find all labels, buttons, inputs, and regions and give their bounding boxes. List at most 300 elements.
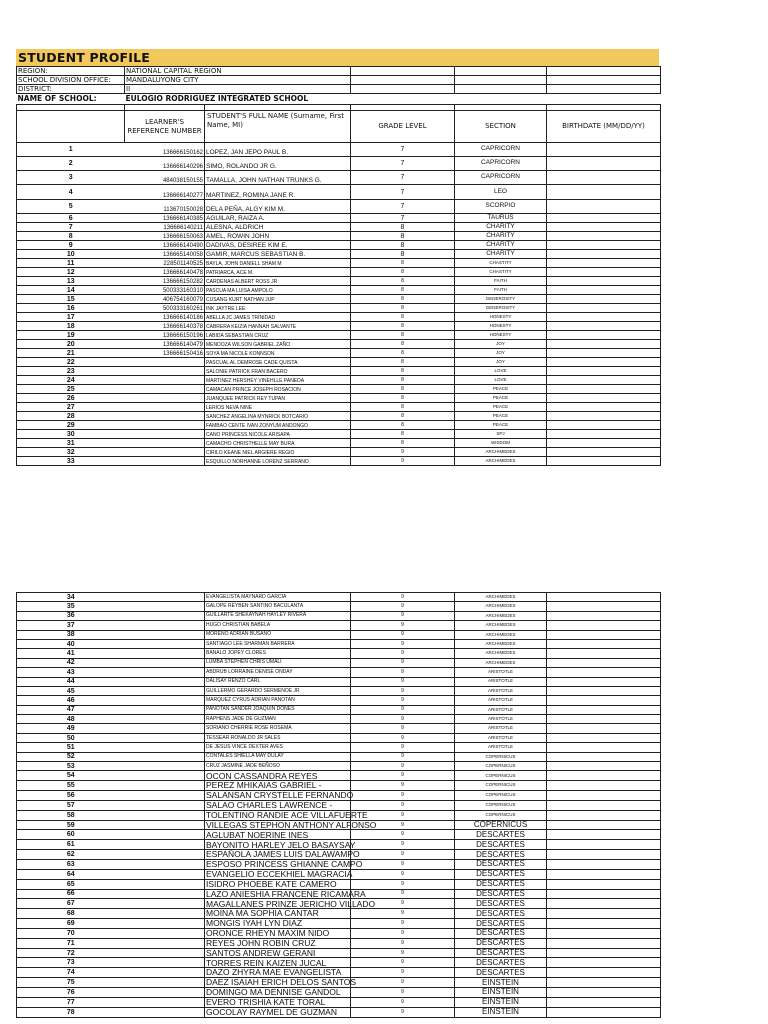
row-birthdate: [547, 143, 661, 157]
table-row: [17, 621, 661, 630]
row-birthdate: [547, 840, 661, 850]
row-section: DESCARTES: [455, 919, 547, 929]
row-section: DESCARTES: [455, 968, 547, 978]
row-number: 30: [17, 430, 125, 439]
table-row: [17, 649, 661, 658]
row-name: HUGO CHRISTIAN BABELA: [205, 621, 351, 630]
row-section: GENEROSITY: [455, 304, 547, 313]
row-number: 43: [17, 668, 125, 677]
row-birthdate: [547, 200, 661, 214]
row-section: SCORPIO: [455, 200, 547, 214]
row-section: CAPRICORN: [455, 143, 547, 157]
table-row: [17, 968, 661, 978]
row-name: JUANQUEE PATRICK REY TUPAN: [205, 394, 351, 403]
row-birthdate: [547, 157, 661, 171]
row-number: 4: [17, 185, 125, 200]
table-row: [17, 791, 661, 801]
table-row: [17, 313, 661, 322]
header-birthdate: BIRTHDATE (MM/DD/YY): [547, 111, 661, 143]
row-grade: 8: [351, 340, 455, 349]
row-name: ISIDRO PHOEBE KATE CAMERO: [205, 879, 351, 889]
row-grade: 8: [351, 277, 455, 286]
row-lrn: 113670150028: [125, 200, 205, 214]
row-birthdate: [547, 403, 661, 412]
table-row: [17, 214, 661, 223]
row-section: ARCHIMEDES: [455, 602, 547, 611]
row-birthdate: [547, 705, 661, 714]
row-name: TORRES REIN KAIZEN JUCAL: [205, 958, 351, 968]
row-grade: 9: [351, 820, 455, 830]
row-lrn: [125, 968, 205, 978]
row-section: COPERNICUS: [455, 781, 547, 791]
row-name: ESPOSO PRINCESS GHIANNE CAMPO: [206, 859, 363, 870]
row-grade: 9: [351, 743, 455, 752]
district-label: DISTRICT:: [17, 85, 125, 94]
table-row: [17, 987, 661, 997]
table-row: [17, 705, 661, 714]
row-birthdate: [547, 850, 661, 860]
row-grade: 7: [351, 143, 455, 157]
row-number: 41: [17, 649, 125, 658]
row-number: 72: [17, 948, 125, 958]
row-birthdate: [547, 611, 661, 620]
row-grade: 9: [351, 639, 455, 648]
row-name: MORENO ADRIAN BUSANO: [205, 630, 351, 639]
row-grade: 7: [351, 157, 455, 171]
row-name: DADIVAS, DESIREE KIM E.: [205, 241, 351, 250]
row-section: ARISTOTLE: [455, 743, 547, 752]
row-birthdate: [547, 791, 661, 801]
row-name: DELA PEÑA, ALGY KIM M.: [205, 200, 351, 214]
row-number: 14: [17, 286, 125, 295]
row-grade: 9: [351, 869, 455, 879]
row-number: 45: [17, 686, 125, 695]
row-name: CARDENAS ALBERT ROSS JR: [205, 277, 351, 286]
row-name: LERIOS NEVA NINE: [205, 403, 351, 412]
row-birthdate: [547, 830, 661, 840]
row-lrn: [125, 457, 205, 466]
row-number: 63: [17, 860, 125, 870]
row-number: 57: [17, 800, 125, 810]
row-birthdate: [547, 358, 661, 367]
row-name: REYES JOHN ROBIN CRUZ: [205, 938, 351, 948]
table-row: [17, 358, 661, 367]
row-birthdate: [547, 367, 661, 376]
row-grade: 9: [351, 611, 455, 620]
table-row: [17, 439, 661, 448]
row-name: CRUZ JASMINE JADE BEÑOSO: [205, 762, 351, 771]
school-label: NAME OF SCHOOL:: [17, 93, 97, 103]
row-lrn: [125, 987, 205, 997]
row-birthdate: [547, 268, 661, 277]
table-row: [17, 403, 661, 412]
row-name: OCON CASSANDRA REYES: [205, 771, 351, 781]
row-grade: 8: [351, 331, 455, 340]
row-grade: 9: [351, 668, 455, 677]
table-row: [17, 593, 661, 602]
row-name: CANO PRINCESS NICOLE ARISAPA: [205, 430, 351, 439]
row-name: BAYONITO HARLEY JELO BASAYSAY: [206, 839, 356, 850]
row-lrn: [125, 593, 205, 602]
table-row: [17, 259, 661, 268]
row-number: 3: [17, 171, 125, 185]
row-birthdate: [547, 385, 661, 394]
row-section: ARISTOTLE: [455, 705, 547, 714]
row-lrn: [125, 649, 205, 658]
row-section: DESCARTES: [455, 928, 547, 938]
row-name: INK JAYTRE LEE: [205, 304, 351, 313]
table-row: [17, 421, 661, 430]
row-name: MARTINEZ HERSHEY VINEHLLE PANEDA: [205, 376, 351, 385]
row-birthdate: [547, 668, 661, 677]
row-section: SPJ: [455, 430, 547, 439]
row-birthdate: [547, 724, 661, 733]
row-name: RAPHENS JADE DE GUZMAN: [205, 715, 351, 724]
row-birthdate: [547, 733, 661, 742]
row-grade: 7: [351, 200, 455, 214]
row-name: GAMIR, MARCUS SEBASTIAN B.: [205, 250, 351, 259]
row-number: 32: [17, 448, 125, 457]
row-number: 27: [17, 403, 125, 412]
title-bar: [16, 49, 659, 66]
row-lrn: [125, 1007, 205, 1017]
header-row: [17, 111, 661, 143]
row-number: 29: [17, 421, 125, 430]
row-birthdate: [547, 899, 661, 909]
row-lrn: 136666140490: [125, 241, 205, 250]
district-row: [17, 85, 661, 94]
table-row: [17, 385, 661, 394]
row-name: MOINA MA SOPHIA CANTAR: [205, 909, 351, 919]
row-name: SORIANO CHERRIE ROSE ROSEMA: [205, 724, 351, 733]
division-value: MANDALUYONG CITY: [125, 76, 351, 85]
row-section: ARISTOTLE: [455, 668, 547, 677]
row-number: 16: [17, 304, 125, 313]
row-number: 73: [17, 958, 125, 968]
row-lrn: [125, 394, 205, 403]
row-lrn: [125, 810, 205, 820]
row-birthdate: [547, 171, 661, 185]
row-name: CAMACAN PRINCE JOSEPH ROSACION: [205, 385, 351, 394]
table-row: [17, 733, 661, 742]
row-name: GALOPE REYBEN SANTINO BACULANTA: [205, 602, 351, 611]
row-name: AGUILAR, RAIZA A.: [205, 214, 351, 223]
row-lrn: [125, 791, 205, 801]
row-name: SANTOS ANDREW GERANI: [205, 948, 351, 958]
row-lrn: [125, 385, 205, 394]
row-lrn: [125, 705, 205, 714]
row-name: VILLEGAS STEPHON ANTHONY ALFONSO: [206, 819, 377, 830]
row-birthdate: [547, 889, 661, 899]
school-value: EULOGIO RODRIGUEZ INTEGRATED SCHOOL: [125, 93, 309, 103]
row-birthdate: [547, 1007, 661, 1017]
row-grade: 8: [351, 241, 455, 250]
table-row: [17, 223, 661, 232]
row-section: ARCHIMEDES: [455, 611, 547, 620]
row-grade: 9: [351, 705, 455, 714]
row-grade: 8: [351, 304, 455, 313]
row-lrn: [125, 696, 205, 705]
row-name: MONGIS IYAH LYN DIAZ: [205, 919, 351, 929]
row-number: 26: [17, 394, 125, 403]
row-birthdate: [547, 820, 661, 830]
row-section: CAPRICORN: [455, 171, 547, 185]
row-section: DESCARTES: [455, 840, 547, 850]
row-birthdate: [547, 286, 661, 295]
row-section: FAITH: [455, 277, 547, 286]
row-grade: 9: [351, 948, 455, 958]
row-section: COPERNICUS: [455, 762, 547, 771]
table-row: [17, 448, 661, 457]
row-birthdate: [547, 430, 661, 439]
row-grade: 8: [351, 313, 455, 322]
row-name: PEREZ MHIKAIAS GABRIEL -: [205, 781, 351, 791]
row-birthdate: [547, 658, 661, 667]
row-section: EINSTEIN: [455, 1007, 547, 1017]
row-grade: 7: [351, 214, 455, 223]
row-lrn: [125, 909, 205, 919]
row-grade: 8: [351, 430, 455, 439]
row-birthdate: [547, 771, 661, 781]
row-grade: 9: [351, 830, 455, 840]
row-section: ARCHIMEDES: [455, 448, 547, 457]
table-row: [17, 978, 661, 988]
row-lrn: [125, 639, 205, 648]
row-grade: 9: [351, 621, 455, 630]
row-number: 59: [17, 820, 125, 830]
table-row: [17, 938, 661, 948]
row-name: SIMO, ROLANDO JR G.: [205, 157, 351, 171]
row-birthdate: [547, 686, 661, 695]
row-name: EVERO TRISHIA KATE TORAL: [205, 997, 351, 1007]
row-number: 53: [17, 762, 125, 771]
row-number: 50: [17, 733, 125, 742]
table-row: [17, 200, 661, 214]
row-grade: 9: [351, 791, 455, 801]
row-section: CHARITY: [455, 223, 547, 232]
row-section: LOVE: [455, 376, 547, 385]
row-birthdate: [547, 232, 661, 241]
row-lrn: [125, 724, 205, 733]
table-row: [17, 724, 661, 733]
row-number: 12: [17, 268, 125, 277]
row-birthdate: [547, 457, 661, 466]
row-lrn: 136666150416: [125, 349, 205, 358]
row-grade: 8: [351, 385, 455, 394]
row-grade: 9: [351, 850, 455, 860]
row-section: ARCHIMEDES: [455, 457, 547, 466]
row-grade: 9: [351, 860, 455, 870]
row-section: DESCARTES: [455, 938, 547, 948]
row-grade: 9: [351, 810, 455, 820]
row-name: GUILLARTE SHEKAYNAH HAYLEY RIVERA: [205, 611, 351, 620]
row-birthdate: [547, 322, 661, 331]
row-birthdate: [547, 938, 661, 948]
row-lrn: [125, 621, 205, 630]
row-lrn: 136666150196: [125, 331, 205, 340]
row-name: CONTALES SHIELLA MAY DULAY: [205, 752, 351, 761]
row-number: 61: [17, 840, 125, 850]
table-row: [17, 771, 661, 781]
row-birthdate: [547, 928, 661, 938]
row-section: PEACE: [455, 403, 547, 412]
row-number: 38: [17, 630, 125, 639]
table-row: [17, 331, 661, 340]
row-number: 10: [17, 250, 125, 259]
row-birthdate: [547, 185, 661, 200]
school-row: [17, 94, 661, 104]
region-value: NATIONAL CAPITAL REGION: [125, 67, 351, 76]
row-lrn: [125, 820, 205, 830]
row-name: PASCUAL AL DEMROSE CADE QUISTA: [205, 358, 351, 367]
row-birthdate: [547, 439, 661, 448]
row-number: 44: [17, 677, 125, 686]
row-grade: 8: [351, 421, 455, 430]
row-number: 1: [17, 143, 125, 157]
row-section: COPERNICUS: [455, 800, 547, 810]
row-number: 28: [17, 412, 125, 421]
page-title: STUDENT PROFILE: [18, 50, 151, 65]
header-name: STUDENT'S FULL NAME (Surname, First Name, MI): [205, 111, 351, 143]
row-section: ARCHIMEDES: [455, 621, 547, 630]
row-section: DESCARTES: [455, 948, 547, 958]
row-lrn: 136666140277: [125, 185, 205, 200]
row-grade: 9: [351, 457, 455, 466]
row-section: COPERNICUS: [455, 752, 547, 761]
table-row: [17, 349, 661, 358]
row-number: 35: [17, 602, 125, 611]
row-name: DE JESUS VINCE DEXTER AVES: [205, 743, 351, 752]
row-name: ABDRUB LORRAINE DENISE ONDAY: [205, 668, 351, 677]
division-row: [17, 76, 661, 85]
row-lrn: [125, 860, 205, 870]
row-birthdate: [547, 997, 661, 1007]
row-number: 36: [17, 611, 125, 620]
header-lrn: LEARNER'S REFERENCE NUMBER: [125, 111, 205, 143]
row-lrn: [125, 376, 205, 385]
table-row: [17, 304, 661, 313]
row-name: CABRERA KEIZIA HANNAH SALVANTE: [205, 322, 351, 331]
row-lrn: [125, 677, 205, 686]
row-number: 34: [17, 593, 125, 602]
row-section: DESCARTES: [455, 860, 547, 870]
table-row: [17, 928, 661, 938]
row-lrn: [125, 611, 205, 620]
row-lrn: 484038150155: [125, 171, 205, 185]
row-name: CAMACHO CHRISTHELLE MAY BURA: [205, 439, 351, 448]
row-section: COPERNICUS: [455, 820, 547, 830]
row-grade: 9: [351, 909, 455, 919]
row-grade: 9: [351, 724, 455, 733]
row-number: 60: [17, 830, 125, 840]
row-section: LEO: [455, 185, 547, 200]
row-number: 69: [17, 919, 125, 929]
row-birthdate: [547, 394, 661, 403]
table-row: [17, 658, 661, 667]
row-birthdate: [547, 968, 661, 978]
row-birthdate: [547, 223, 661, 232]
table-row: [17, 810, 661, 820]
table-row: [17, 630, 661, 639]
row-section: ARCHIMEDES: [455, 593, 547, 602]
row-number: 18: [17, 322, 125, 331]
row-grade: 8: [351, 232, 455, 241]
row-name: DAEZ ISAIAH ERICH DELOS SANTOS: [206, 977, 357, 988]
row-section: COPERNICUS: [455, 771, 547, 781]
row-grade: 9: [351, 602, 455, 611]
row-section: PEACE: [455, 385, 547, 394]
row-grade: 9: [351, 800, 455, 810]
row-number: 56: [17, 791, 125, 801]
row-number: 74: [17, 968, 125, 978]
row-number: 22: [17, 358, 125, 367]
row-name: AMEL, ROWIN JOHN: [205, 232, 351, 241]
row-lrn: [125, 889, 205, 899]
row-grade: 7: [351, 171, 455, 185]
row-lrn: 500333160310: [125, 286, 205, 295]
row-section: PEACE: [455, 421, 547, 430]
row-grade: 9: [351, 762, 455, 771]
row-number: 76: [17, 987, 125, 997]
row-section: ARISTOTLE: [455, 686, 547, 695]
row-lrn: 136666140385: [125, 214, 205, 223]
row-lrn: [125, 743, 205, 752]
header-grade: GRADE LEVEL: [351, 111, 455, 143]
row-birthdate: [547, 259, 661, 268]
row-birthdate: [547, 781, 661, 791]
division-label: SCHOOL DIVISION OFFICE:: [17, 76, 125, 85]
row-section: JOY: [455, 340, 547, 349]
row-lrn: [125, 840, 205, 850]
school-info-table: [16, 66, 661, 103]
row-lrn: 136666140211: [125, 223, 205, 232]
row-birthdate: [547, 677, 661, 686]
row-birthdate: [547, 869, 661, 879]
row-lrn: [125, 367, 205, 376]
row-number: 8: [17, 232, 125, 241]
row-name: DAZO ZHYRA MAE EVANGELISTA: [205, 968, 351, 978]
table-row: [17, 715, 661, 724]
row-lrn: [125, 978, 205, 988]
row-section: PEACE: [455, 412, 547, 421]
row-section: ARISTOTLE: [455, 733, 547, 742]
row-name: SALANSAN CRYSTELLE FERNANDO: [206, 790, 354, 801]
row-number: 66: [17, 889, 125, 899]
row-lrn: 406754160079: [125, 295, 205, 304]
row-birthdate: [547, 752, 661, 761]
row-section: CHARITY: [455, 250, 547, 259]
row-grade: 8: [351, 295, 455, 304]
table-row: [17, 752, 661, 761]
row-grade: 9: [351, 958, 455, 968]
row-name: PASCUA MA LUISA AMPOLO: [205, 286, 351, 295]
row-number: 65: [17, 879, 125, 889]
row-grade: 9: [351, 593, 455, 602]
table-row: [17, 879, 661, 889]
table-row: [17, 412, 661, 421]
row-name: SOYA MA NICOLE KONNSON: [205, 349, 351, 358]
row-number: 78: [17, 1007, 125, 1017]
row-lrn: 136666140378: [125, 322, 205, 331]
table-row: [17, 919, 661, 929]
table-row: [17, 781, 661, 791]
row-section: ARISTOTLE: [455, 724, 547, 733]
row-birthdate: [547, 715, 661, 724]
row-section: WISDOM: [455, 439, 547, 448]
row-section: JOY: [455, 358, 547, 367]
row-lrn: 500333160261: [125, 304, 205, 313]
table-row: [17, 286, 661, 295]
